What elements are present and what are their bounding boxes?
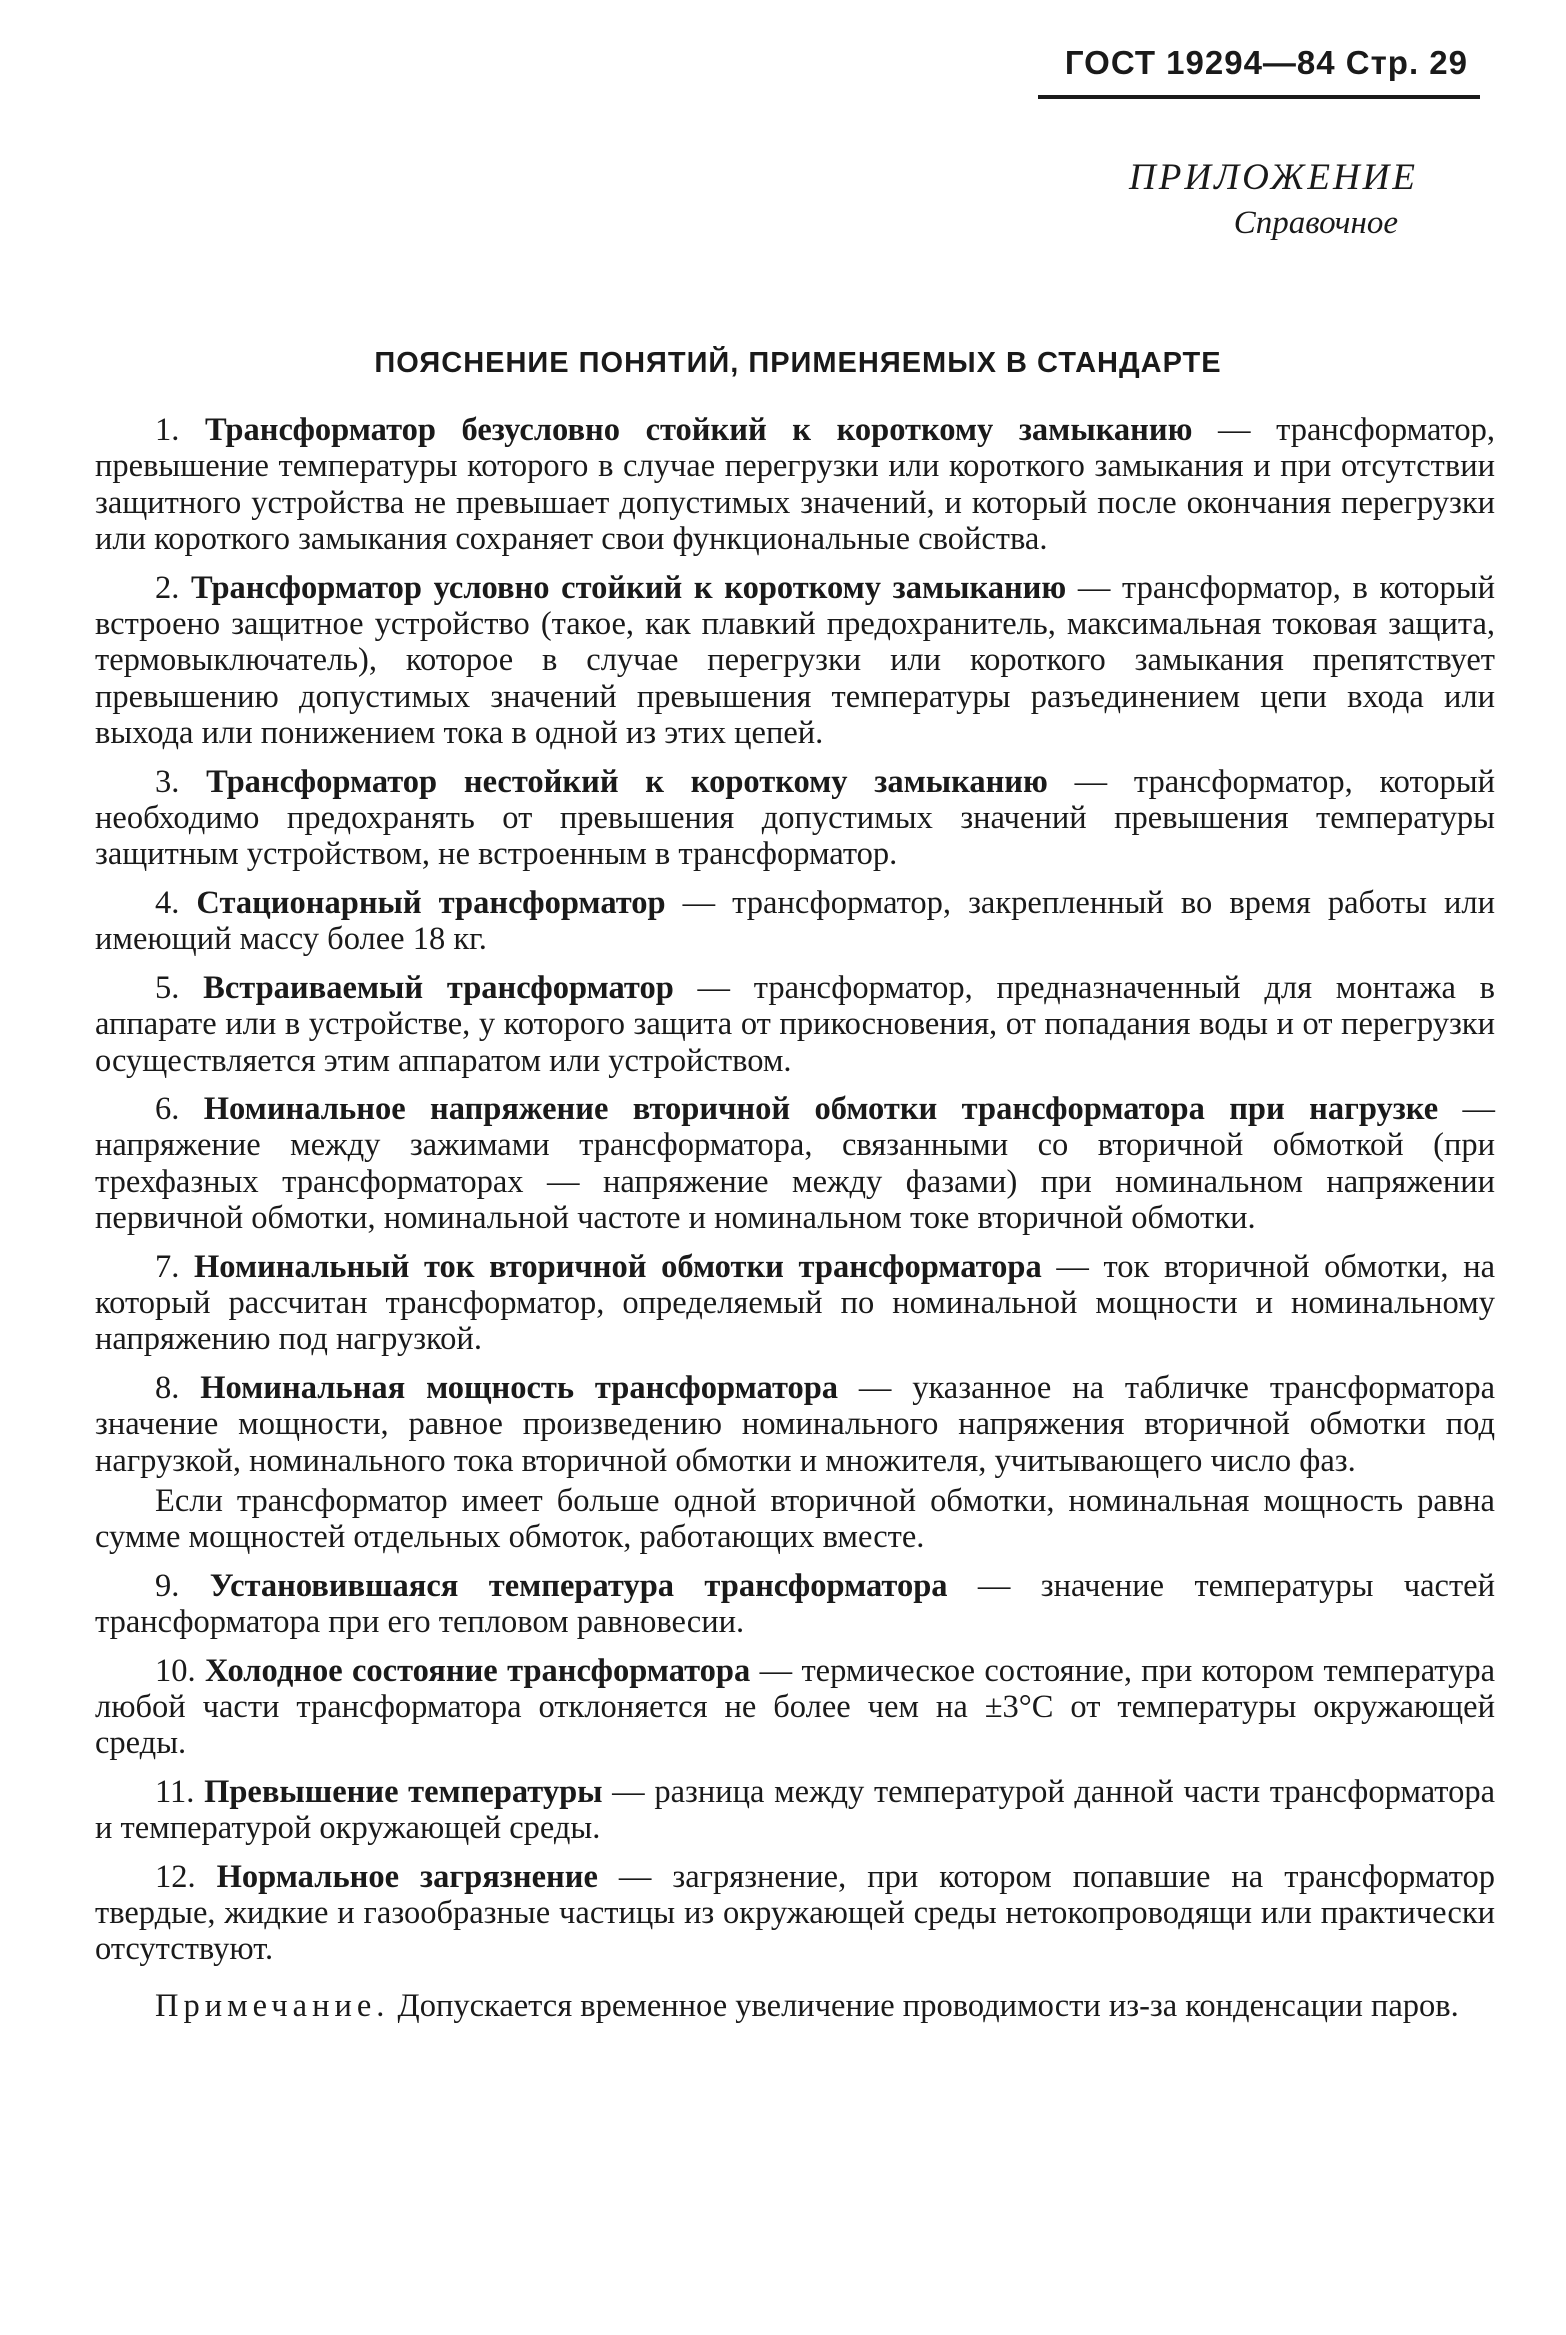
item-term: Стационарный трансформатор — [196, 884, 666, 921]
item-text: — разница между температурой данной части трансформатора и температурой окружающей среды. — [95, 1773, 1495, 1847]
item-text: — трансформатор, предназначенный для монтажа в аппарате или в устройстве, у которого защита от прикосновения, от попадания воды и от перегрузки осуществляется этим аппаратом или устройством. — [95, 969, 1495, 1079]
item-number: 1. — [155, 412, 180, 448]
note-text: Допускается временное увеличение проводимости из-за конденсации паров. — [389, 1987, 1459, 2024]
definition-item-4 — [95, 885, 1495, 958]
definition-item-1 — [95, 412, 1495, 558]
definition-item-2 — [95, 570, 1495, 752]
item-text: — трансформатор, в который встроено защитное устройство (такое, как плавкий предохранитель, максимальная токовая защита, термовыключатель), которое в случае перегрузки или короткого замыкания препятствует превышению допустимых значений превышения температуры разъединением цепи входа или выхода или понижением тока в одной из этих цепей. — [95, 569, 1495, 752]
definition-item-6 — [95, 1091, 1495, 1237]
item-text: — трансформатор, закрепленный во время работы или имеющий массу более 18 кг. — [95, 884, 1495, 958]
item-number: 10. — [155, 1652, 196, 1689]
item-term: Нормальное загрязнение — [216, 1858, 598, 1895]
item-text: — трансформатор, превышение температуры которого в случае перегрузки или короткого замыкания и при отсутствии защитного устройства не превышает допустимых значений, и который после окончания перегрузки или короткого замыкания сохраняет свои функциональные свойства. — [95, 412, 1495, 558]
item-number: 12. — [155, 1858, 196, 1895]
header-rule — [1038, 95, 1480, 99]
item-text: — ток вторичной обмотки, на который рассчитан трансформатор, определяемый по номинальной мощности и номинальному напряжению под нагрузкой. — [95, 1248, 1496, 1358]
item-number: 11. — [155, 1773, 195, 1810]
item-term: Номинальный ток вторичной обмотки трансформатора — [194, 1248, 1042, 1285]
section-title: ПОЯСНЕНИЕ ПОНЯТИЙ, ПРИМЕНЯЕМЫХ В СТАНДАРТЕ — [374, 347, 1222, 379]
item-term: Установившаяся температура трансформатора — [209, 1567, 948, 1604]
item-term: Трансформатор безусловно стойкий к короткому замыканию — [204, 412, 1193, 448]
definition-item-8-continuation — [95, 1483, 1495, 1556]
appendix-title: ПРИЛОЖЕНИЕ — [1129, 157, 1418, 198]
item-number: 8. — [155, 1369, 180, 1406]
item-text: Если трансформатор имеет больше одной вторичной обмотки, номинальная мощность равна сумме мощностей отдельных обмоток, работающих вместе. — [95, 1482, 1495, 1556]
item-number: 5. — [155, 969, 180, 1006]
item-term: Номинальное напряжение вторичной обмотки трансформатора при нагрузке — [203, 1090, 1439, 1127]
definition-item-8 — [95, 1370, 1495, 1479]
definition-item-9 — [95, 1568, 1495, 1641]
item-text: — напряжение между зажимами трансформатора, связанными со вторичной обмоткой (при трехфазных трансформаторах — напряжение между фазами) при номинальном напряжении первичной обмотки, номинальной частоте и номинальном токе вторичной обмотки. — [95, 1090, 1496, 1237]
page-header: ГОСТ 19294—84 Стр. 29 — [1064, 44, 1468, 81]
item-number: 6. — [155, 1090, 180, 1127]
appendix-subtitle: Справочное — [1233, 205, 1398, 241]
note-label: Примечание. — [155, 1987, 390, 2024]
definition-item-5 — [95, 970, 1495, 1079]
item-number: 7. — [155, 1248, 180, 1285]
item-text: — загрязнение, при котором попавшие на трансформатор твердые, жидкие и газообразные частицы из окружающей среды нетокопроводящи или практически отсутствуют. — [95, 1858, 1495, 1968]
definition-item-7 — [95, 1249, 1495, 1358]
item-term: Встраиваемый трансформатор — [203, 969, 674, 1006]
item-term: Холодное состояние трансформатора — [204, 1652, 751, 1689]
item-text: — указанное на табличке трансформатора значение мощности, равное произведению номинального напряжения вторичной обмотки под нагрузкой, номинального тока вторичной обмотки и множителя, учитывающего число фаз. — [95, 1369, 1496, 1479]
item-number: 4. — [155, 884, 180, 921]
note-paragraph — [95, 1988, 1495, 2024]
item-term: Трансформатор условно стойкий к короткому замыканию — [191, 569, 1067, 606]
item-term: Номинальная мощность трансформатора — [200, 1369, 839, 1406]
item-text: — значение температуры частей трансформатора при его тепловом равновесии. — [95, 1567, 1495, 1641]
definition-item-11 — [95, 1774, 1495, 1847]
item-term: Превышение температуры — [204, 1773, 603, 1810]
definition-item-12 — [95, 1859, 1495, 1968]
definition-item-3 — [95, 764, 1495, 873]
item-text: — термическое состояние, при котором температура любой части трансформатора отклоняется не более чем на ±3°С от температуры окружающей среды. — [95, 1652, 1495, 1762]
definitions-body — [95, 412, 1495, 2036]
definition-item-10 — [95, 1653, 1495, 1762]
item-number: 3. — [155, 763, 180, 800]
item-number: 2. — [155, 569, 180, 606]
item-text: — трансформатор, который необходимо предохранять от превышения допустимых значений превышения температуры защитным устройством, не встроенным в трансформатор. — [95, 763, 1495, 873]
item-term: Трансформатор нестойкий к короткому замыканию — [206, 763, 1048, 800]
item-number: 9. — [155, 1567, 180, 1604]
